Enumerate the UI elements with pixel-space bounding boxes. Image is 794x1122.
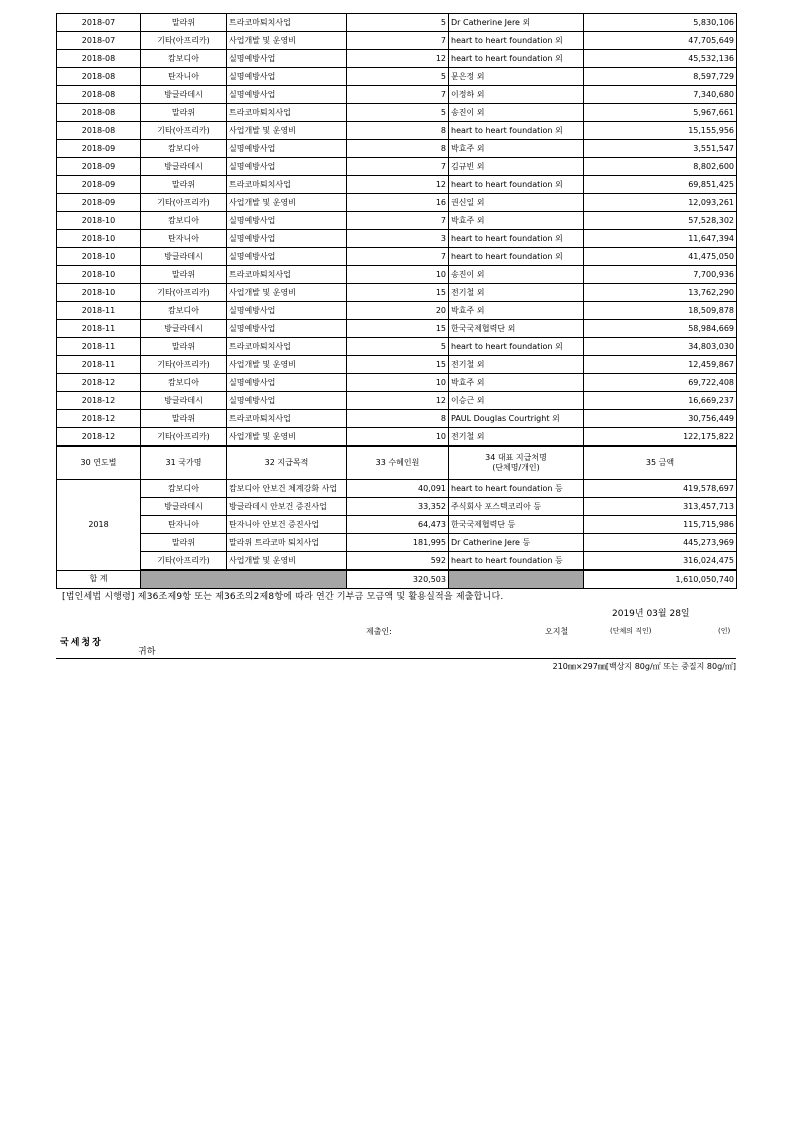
summary-amount: 419,578,697 <box>584 480 737 498</box>
country-cell: 탄자니아 <box>141 68 227 86</box>
summary-row <box>57 480 737 498</box>
table-row <box>57 302 737 320</box>
count-cell: 12 <box>347 176 449 194</box>
period-cell: 2018-08 <box>57 50 141 68</box>
summary-country: 캄보디아 <box>141 480 227 498</box>
purpose-cell: 사업개발 및 운영비 <box>227 428 347 447</box>
count-cell: 8 <box>347 122 449 140</box>
addressee: 국세청장 <box>60 638 103 648</box>
count-cell: 5 <box>347 14 449 32</box>
summary-amount: 316,024,475 <box>584 552 737 571</box>
yearly-summary-rows <box>57 480 737 571</box>
table-row <box>57 284 737 302</box>
amount-cell: 16,669,237 <box>584 392 737 410</box>
country-cell: 탄자니아 <box>141 230 227 248</box>
country-cell: 기타(아프리카) <box>141 194 227 212</box>
count-cell: 7 <box>347 32 449 50</box>
count-cell: 5 <box>347 338 449 356</box>
period-cell: 2018-07 <box>57 14 141 32</box>
table-row <box>57 428 737 447</box>
country-cell: 기타(아프리카) <box>141 32 227 50</box>
country-cell: 방글라데시 <box>141 392 227 410</box>
summary-count: 592 <box>347 552 449 571</box>
purpose-cell: 실명예방사업 <box>227 392 347 410</box>
table-row <box>57 104 737 122</box>
summary-recipient: heart to heart foundation 등 <box>449 480 584 498</box>
donation-report-sheet <box>56 13 736 589</box>
period-cell: 2018-10 <box>57 230 141 248</box>
summary-recipient: 주식회사 포스텍코리아 등 <box>449 498 584 516</box>
total-blank-cell-2 <box>449 570 584 589</box>
amount-cell: 7,700,936 <box>584 266 737 284</box>
total-count: 320,503 <box>347 570 449 589</box>
recipient-cell: heart to heart foundation 외 <box>449 176 584 194</box>
recipient-cell: heart to heart foundation 외 <box>449 338 584 356</box>
amount-cell: 41,475,050 <box>584 248 737 266</box>
recipient-cell: heart to heart foundation 외 <box>449 50 584 68</box>
summary-row <box>57 534 737 552</box>
country-cell: 캄보디아 <box>141 50 227 68</box>
count-cell: 8 <box>347 140 449 158</box>
table-row <box>57 140 737 158</box>
amount-cell: 13,762,290 <box>584 284 737 302</box>
amount-cell: 57,528,302 <box>584 212 737 230</box>
country-cell: 말라위 <box>141 14 227 32</box>
summary-count: 40,091 <box>347 480 449 498</box>
country-cell: 방글라데시 <box>141 86 227 104</box>
recipient-cell: 김규빈 외 <box>449 158 584 176</box>
amount-cell: 15,155,956 <box>584 122 737 140</box>
period-cell: 2018-08 <box>57 122 141 140</box>
country-cell: 기타(아프리카) <box>141 428 227 447</box>
country-cell: 기타(아프리카) <box>141 356 227 374</box>
submission-date: 2019년 03월 28일 <box>612 609 690 619</box>
period-cell: 2018-08 <box>57 68 141 86</box>
period-cell: 2018-09 <box>57 194 141 212</box>
count-cell: 12 <box>347 392 449 410</box>
recipient-cell: 송진이 외 <box>449 104 584 122</box>
submitter-name: 오지철 <box>545 627 569 636</box>
summary-purpose: 말라위 트라코마 퇴치사업 <box>227 534 347 552</box>
table-row <box>57 68 737 86</box>
count-cell: 8 <box>347 410 449 428</box>
table-row <box>57 194 737 212</box>
submitter-label: 제출인: <box>366 627 392 636</box>
total-label: 합 계 <box>57 570 141 589</box>
legal-note: [법인세법 시행령] 제36조제9항 또는 제36조의2제8항에 따라 연간 기부금 모금액 및 활용실적을 제출합니다. <box>62 592 504 602</box>
table-row <box>57 86 737 104</box>
amount-cell: 8,597,729 <box>584 68 737 86</box>
recipient-cell: 이정하 외 <box>449 86 584 104</box>
summary-recipient: 한국국제협력단 등 <box>449 516 584 534</box>
country-cell: 방글라데시 <box>141 248 227 266</box>
count-cell: 12 <box>347 50 449 68</box>
period-cell: 2018-10 <box>57 212 141 230</box>
table-row <box>57 158 737 176</box>
summary-country: 방글라데시 <box>141 498 227 516</box>
purpose-cell: 사업개발 및 운영비 <box>227 32 347 50</box>
purpose-cell: 트라코마퇴치사업 <box>227 338 347 356</box>
country-cell: 말라위 <box>141 338 227 356</box>
purpose-cell: 실명예방사업 <box>227 140 347 158</box>
purpose-cell: 실명예방사업 <box>227 374 347 392</box>
amount-cell: 8,802,600 <box>584 158 737 176</box>
period-cell: 2018-11 <box>57 302 141 320</box>
amount-cell: 18,509,878 <box>584 302 737 320</box>
amount-cell: 12,459,867 <box>584 356 737 374</box>
total-section <box>57 570 737 589</box>
table-row <box>57 230 737 248</box>
table-row <box>57 392 737 410</box>
purpose-cell: 트라코마퇴치사업 <box>227 266 347 284</box>
amount-cell: 5,967,661 <box>584 104 737 122</box>
purpose-cell: 트라코마퇴치사업 <box>227 14 347 32</box>
table-row <box>57 32 737 50</box>
recipient-cell: 전기철 외 <box>449 356 584 374</box>
period-cell: 2018-09 <box>57 140 141 158</box>
purpose-cell: 실명예방사업 <box>227 248 347 266</box>
count-cell: 5 <box>347 68 449 86</box>
count-cell: 15 <box>347 284 449 302</box>
summary-recipient: heart to heart foundation 등 <box>449 552 584 571</box>
purpose-cell: 사업개발 및 운영비 <box>227 356 347 374</box>
period-cell: 2018-10 <box>57 266 141 284</box>
summary-country: 말라위 <box>141 534 227 552</box>
period-cell: 2018-10 <box>57 284 141 302</box>
count-cell: 7 <box>347 248 449 266</box>
recipient-cell: Dr Catherine Jere 외 <box>449 14 584 32</box>
summary-purpose: 캄보디아 안보건 체계강화 사업 <box>227 480 347 498</box>
summary-purpose: 탄자니아 안보건 증진사업 <box>227 516 347 534</box>
amount-cell: 11,647,394 <box>584 230 737 248</box>
recipient-cell: 박효주 외 <box>449 302 584 320</box>
period-cell: 2018-11 <box>57 356 141 374</box>
recipient-cell: 박효주 외 <box>449 374 584 392</box>
amount-cell: 47,705,649 <box>584 32 737 50</box>
summary-year: 2018 <box>57 480 141 571</box>
summary-count: 181,995 <box>347 534 449 552</box>
period-cell: 2018-12 <box>57 410 141 428</box>
count-cell: 16 <box>347 194 449 212</box>
table-row <box>57 320 737 338</box>
amount-cell: 45,532,136 <box>584 50 737 68</box>
amount-cell: 5,830,106 <box>584 14 737 32</box>
total-blank-cell <box>141 570 347 589</box>
recipient-cell: heart to heart foundation 외 <box>449 248 584 266</box>
country-cell: 캄보디아 <box>141 212 227 230</box>
purpose-cell: 트라코마퇴치사업 <box>227 410 347 428</box>
amount-cell: 3,551,547 <box>584 140 737 158</box>
period-cell: 2018-10 <box>57 248 141 266</box>
count-cell: 10 <box>347 428 449 447</box>
recipient-cell: 이승근 외 <box>449 392 584 410</box>
recipient-cell: 송진이 외 <box>449 266 584 284</box>
summary-count: 33,352 <box>347 498 449 516</box>
header-country: 31 국가명 <box>141 446 227 480</box>
purpose-cell: 실명예방사업 <box>227 320 347 338</box>
country-cell: 캄보디아 <box>141 374 227 392</box>
table-row <box>57 176 737 194</box>
count-cell: 7 <box>347 212 449 230</box>
amount-cell: 34,803,030 <box>584 338 737 356</box>
country-cell: 말라위 <box>141 104 227 122</box>
summary-purpose: 방글라데시 안보건 증진사업 <box>227 498 347 516</box>
amount-cell: 122,175,822 <box>584 428 737 447</box>
period-cell: 2018-08 <box>57 86 141 104</box>
count-cell: 3 <box>347 230 449 248</box>
country-cell: 캄보디아 <box>141 302 227 320</box>
header-count: 33 수혜인원 <box>347 446 449 480</box>
period-cell: 2018-09 <box>57 158 141 176</box>
header-purpose: 32 지급목적 <box>227 446 347 480</box>
table-row <box>57 374 737 392</box>
amount-cell: 69,851,425 <box>584 176 737 194</box>
summary-amount: 115,715,986 <box>584 516 737 534</box>
count-cell: 10 <box>347 374 449 392</box>
summary-row <box>57 498 737 516</box>
signature-note: (단체의 직인) <box>610 627 652 635</box>
summary-count: 64,473 <box>347 516 449 534</box>
period-cell: 2018-11 <box>57 320 141 338</box>
period-cell: 2018-12 <box>57 392 141 410</box>
purpose-cell: 실명예방사업 <box>227 230 347 248</box>
header-recipient: 34 대표 지급처명 (단체명/개인) <box>449 446 584 480</box>
country-cell: 캄보디아 <box>141 140 227 158</box>
table-row <box>57 50 737 68</box>
footer-divider <box>56 658 736 659</box>
period-cell: 2018-07 <box>57 32 141 50</box>
country-cell: 방글라데시 <box>141 320 227 338</box>
count-cell: 20 <box>347 302 449 320</box>
donation-usage-table <box>56 13 737 589</box>
purpose-cell: 실명예방사업 <box>227 158 347 176</box>
count-cell: 15 <box>347 320 449 338</box>
purpose-cell: 실명예방사업 <box>227 68 347 86</box>
count-cell: 5 <box>347 104 449 122</box>
recipient-cell: heart to heart foundation 외 <box>449 122 584 140</box>
country-cell: 기타(아프리카) <box>141 122 227 140</box>
summary-amount: 445,273,969 <box>584 534 737 552</box>
amount-cell: 7,340,680 <box>584 86 737 104</box>
purpose-cell: 실명예방사업 <box>227 86 347 104</box>
addressee-suffix: 귀하 <box>138 647 156 657</box>
summary-amount: 313,457,713 <box>584 498 737 516</box>
table-row <box>57 266 737 284</box>
recipient-cell: 권신일 외 <box>449 194 584 212</box>
table-row <box>57 338 737 356</box>
recipient-cell: 전기철 외 <box>449 284 584 302</box>
purpose-cell: 실명예방사업 <box>227 212 347 230</box>
table-row <box>57 356 737 374</box>
purpose-cell: 실명예방사업 <box>227 50 347 68</box>
country-cell: 말라위 <box>141 410 227 428</box>
purpose-cell: 사업개발 및 운영비 <box>227 194 347 212</box>
country-cell: 기타(아프리카) <box>141 284 227 302</box>
table-row <box>57 122 737 140</box>
summary-country: 기타(아프리카) <box>141 552 227 571</box>
period-cell: 2018-11 <box>57 338 141 356</box>
recipient-cell: PAUL Douglas Courtright 외 <box>449 410 584 428</box>
country-cell: 방글라데시 <box>141 158 227 176</box>
monthly-rows <box>57 14 737 447</box>
paper-spec: 210㎜×297㎜[백상지 80g/㎡ 또는 중질지 80g/㎡] <box>552 662 736 671</box>
header-amount: 35 금액 <box>584 446 737 480</box>
recipient-cell: 한국국제협력단 외 <box>449 320 584 338</box>
count-cell: 15 <box>347 356 449 374</box>
country-cell: 말라위 <box>141 176 227 194</box>
period-cell: 2018-12 <box>57 428 141 447</box>
count-cell: 10 <box>347 266 449 284</box>
total-amount: 1,610,050,740 <box>584 570 737 589</box>
recipient-cell: 문은정 외 <box>449 68 584 86</box>
count-cell: 7 <box>347 86 449 104</box>
table-row <box>57 410 737 428</box>
summary-country: 탄자니아 <box>141 516 227 534</box>
amount-cell: 69,722,408 <box>584 374 737 392</box>
purpose-cell: 실명예방사업 <box>227 302 347 320</box>
purpose-cell: 사업개발 및 운영비 <box>227 122 347 140</box>
period-cell: 2018-09 <box>57 176 141 194</box>
summary-purpose: 사업개발 및 운영비 <box>227 552 347 571</box>
period-cell: 2018-12 <box>57 374 141 392</box>
recipient-cell: heart to heart foundation 외 <box>449 230 584 248</box>
summary-row <box>57 552 737 571</box>
purpose-cell: 트라코마퇴치사업 <box>227 176 347 194</box>
period-cell: 2018-08 <box>57 104 141 122</box>
amount-cell: 30,756,449 <box>584 410 737 428</box>
summary-row <box>57 516 737 534</box>
recipient-cell: 박효주 외 <box>449 140 584 158</box>
amount-cell: 12,093,261 <box>584 194 737 212</box>
recipient-cell: 박효주 외 <box>449 212 584 230</box>
table-row <box>57 248 737 266</box>
recipient-cell: 전기철 외 <box>449 428 584 447</box>
purpose-cell: 트라코마퇴치사업 <box>227 104 347 122</box>
amount-cell: 58,984,669 <box>584 320 737 338</box>
count-cell: 7 <box>347 158 449 176</box>
table-row <box>57 212 737 230</box>
seal-mark: (인) <box>718 627 731 635</box>
summary-recipient: Dr Catherine Jere 등 <box>449 534 584 552</box>
header-period: 30 연도별 <box>57 446 141 480</box>
purpose-cell: 사업개발 및 운영비 <box>227 284 347 302</box>
recipient-cell: heart to heart foundation 외 <box>449 32 584 50</box>
column-headers <box>57 446 737 480</box>
table-row <box>57 14 737 32</box>
country-cell: 말라위 <box>141 266 227 284</box>
